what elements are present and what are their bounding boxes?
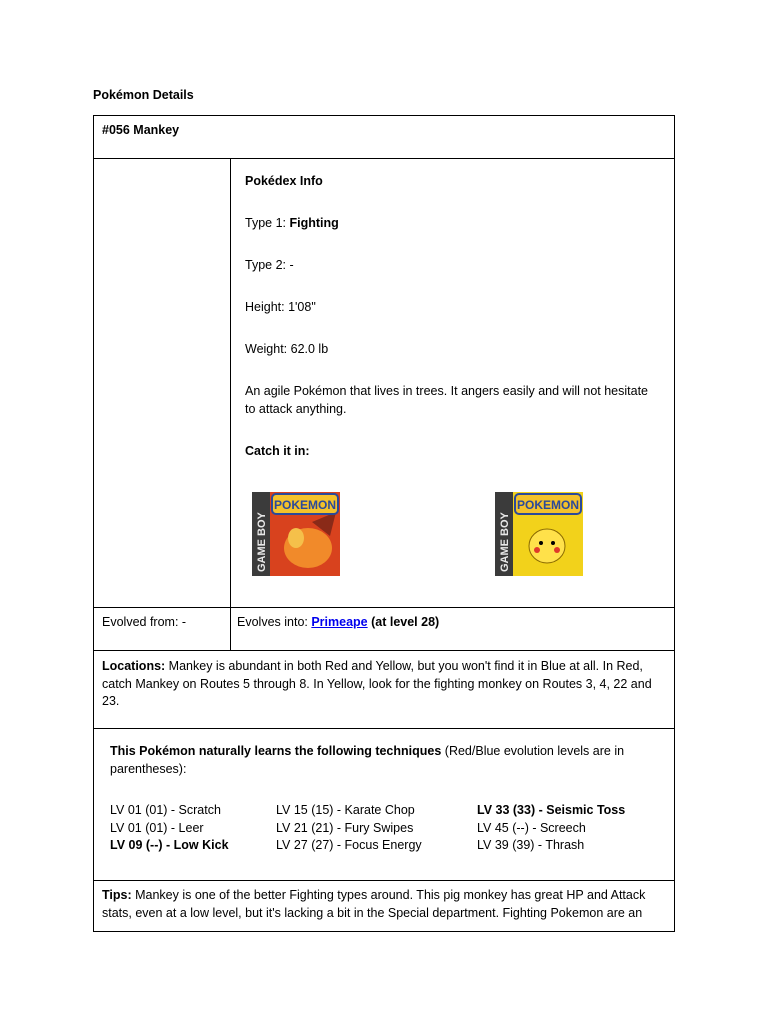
moves-intro-bold: This Pokémon naturally learns the following techniques [110, 744, 442, 758]
move-item: LV 27 (27) - Focus Energy [276, 838, 422, 852]
pokedex-info-row [93, 158, 675, 608]
tips-row [93, 880, 675, 932]
pokemon-yellow-cartridge-image [495, 492, 583, 576]
tips-body: Mankey is one of the better Fighting types around. This pig monkey has great HP and Attack stats, even at a low level, but it's lacking a bit in the Special department. Fighting Pokemon are an [102, 888, 646, 920]
locations-row [93, 650, 675, 729]
evolution-row [93, 607, 675, 651]
red-cartridge-logo-text: POKEMON [273, 498, 337, 512]
pokedex-description: An agile Pokémon that lives in trees. It angers easily and will not hesitate to attack anything. [245, 384, 648, 416]
moves-row [93, 728, 675, 881]
move-item: LV 45 (--) - Screech [477, 820, 586, 835]
yellow-cartridge-logo-text: POKEMON [516, 498, 580, 512]
evolved-from: Evolved from: - [102, 615, 187, 629]
evolves-into-label: Evolves into: [237, 615, 312, 629]
type1-label: Type 1: [245, 216, 290, 230]
moves-column-3 [477, 802, 625, 855]
type1-line [245, 215, 655, 233]
height-line: Height: 1'08" [245, 300, 316, 314]
moves-column-1 [110, 802, 229, 855]
red-cartridge-side-text: GAME BOY [256, 512, 268, 572]
move-item: LV 15 (15) - Karate Chop [276, 803, 415, 817]
locations-label: Locations: [102, 659, 166, 673]
move-item: LV 21 (21) - Fury Swipes [276, 820, 414, 835]
yellow-cartridge-side-text: GAME BOY [499, 512, 511, 572]
evolution-level: (at level 28) [367, 615, 440, 629]
pokedex-info-content [245, 173, 655, 485]
evolves-into [237, 615, 439, 629]
locations-body: Mankey is abundant in both Red and Yellow, but you won't find it in Blue at all. In Red, catch Mankey on Routes 5 through 8. In Yellow, look for the fighting monkey on Routes 3, 4, 22 and 23. [102, 659, 652, 708]
tips-text [102, 887, 668, 922]
catch-heading: Catch it in: [245, 443, 310, 458]
moves-intro [110, 743, 650, 778]
page-title: Pokémon Details [93, 88, 194, 102]
pokemon-header-row [93, 115, 675, 159]
pokedex-info-heading: Pokédex Info [245, 174, 323, 188]
move-item: LV 01 (01) - Leer [110, 820, 204, 835]
moves-column-2 [276, 802, 422, 855]
move-item: LV 09 (--) - Low Kick [110, 838, 229, 852]
move-item: LV 01 (01) - Scratch [110, 803, 221, 817]
column-divider [230, 608, 231, 651]
moves-intro-rest: (Red/Blue evolution levels are in parentheses): [110, 744, 625, 776]
move-item: LV 39 (39) - Thrash [477, 838, 585, 852]
primeape-link[interactable]: Primeape [311, 615, 368, 629]
pokemon-red-cartridge-image [252, 492, 340, 576]
column-divider [230, 159, 231, 608]
pokemon-name: #056 Mankey [102, 123, 180, 137]
weight-line: Weight: 62.0 lb [245, 342, 329, 356]
tips-label: Tips: [102, 888, 132, 902]
locations-text [102, 658, 668, 711]
type2-line: Type 2: - [245, 258, 294, 272]
type1-value: Fighting [289, 216, 339, 230]
move-item: LV 33 (33) - Seismic Toss [477, 803, 626, 817]
